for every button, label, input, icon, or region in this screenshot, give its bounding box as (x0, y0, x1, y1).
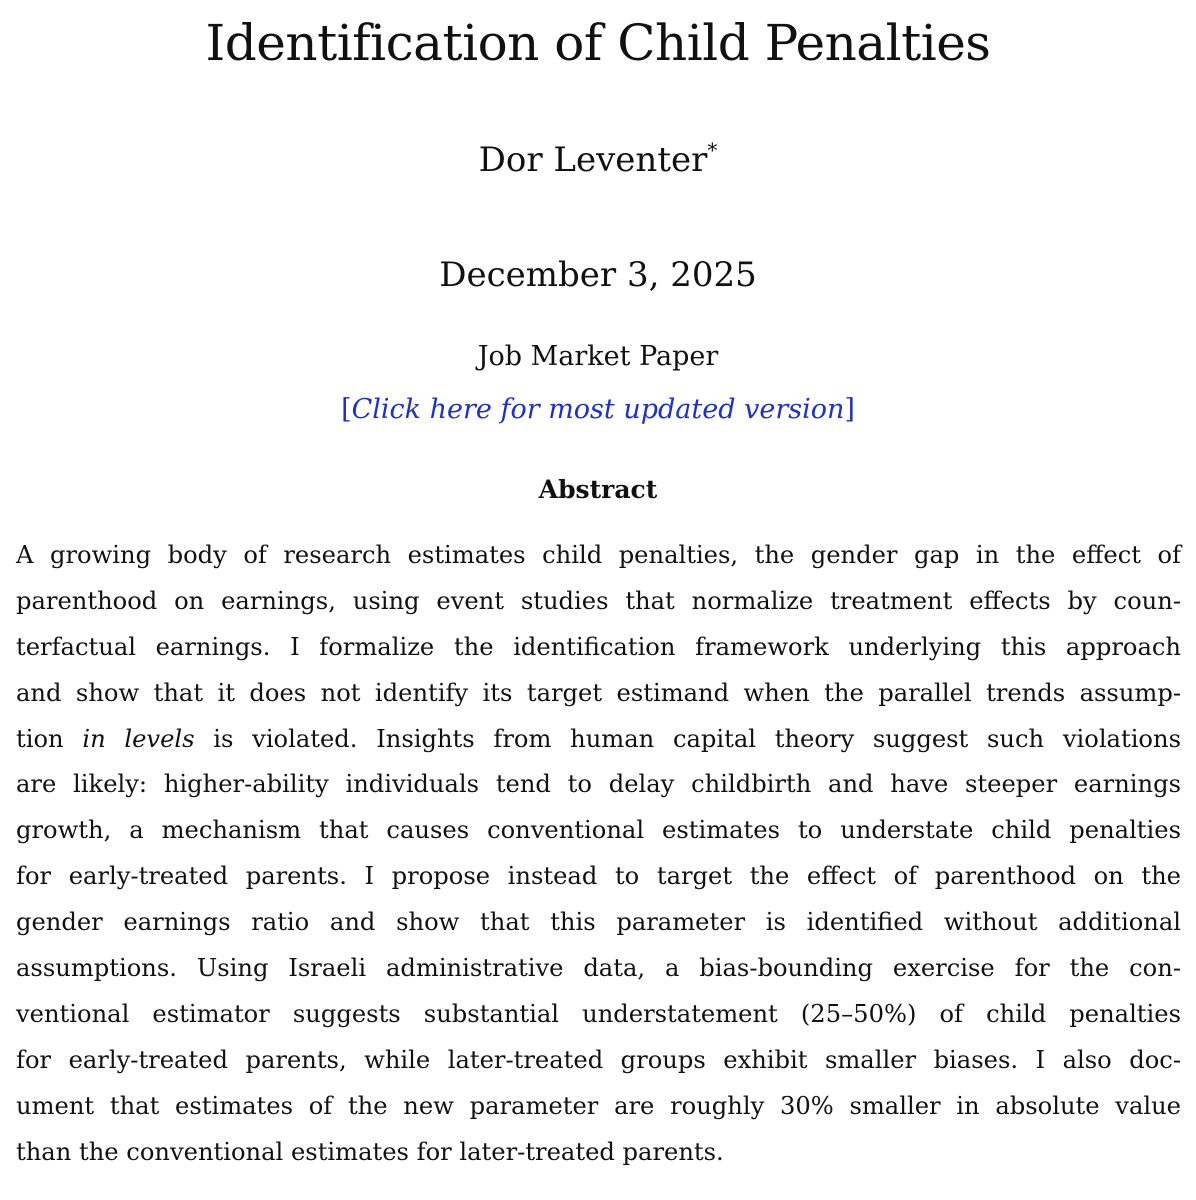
abstract-line: are likely: higher-ability individuals tend to delay childbirth and have steeper earnings (16, 770, 1181, 799)
abstract-emphasis: in levels (82, 724, 195, 753)
link-close-bracket: ] (844, 394, 855, 425)
abstract-body (16, 533, 1181, 1175)
abstract-line: A growing body of research estimates child penalties, the gender gap in the effect of (16, 541, 1181, 569)
abstract-heading: Abstract (538, 475, 658, 504)
paper-date: December 3, 2025 (439, 255, 757, 295)
link-open-bracket: [ (341, 394, 352, 425)
paper-type-label: Job Market Paper (477, 341, 719, 372)
author-line (0, 136, 1196, 184)
abstract-line: for early-treated parents, while later-treated groups exhibit smaller biases. I also doc- (16, 1045, 1181, 1074)
abstract-line-with-emphasis (16, 717, 1181, 763)
abstract-text: is violated. Insights from human capital theory suggest such violations (194, 724, 1181, 753)
author-footnote-mark[interactable]: * (707, 138, 718, 162)
updated-version-link-line (0, 389, 1196, 431)
abstract-line: and show that it does not identify its target estimand when the parallel trends assump- (16, 678, 1181, 707)
abstract-line: gender earnings ratio and show that this parameter is identified without additional (16, 908, 1181, 937)
author-name: Dor Leventer (478, 140, 708, 180)
paper-title: Identification of Child Penalties (205, 14, 991, 72)
abstract-line: ument that estimates of the new parameter are roughly 30% smaller in absolute value (16, 1091, 1181, 1120)
updated-version-link[interactable]: Click here for most updated version (351, 394, 845, 425)
abstract-line: for early-treated parents. I propose instead to target the effect of parenthood on the (16, 862, 1181, 891)
abstract-line: assumptions. Using Israeli administrative data, a bias-bounding exercise for the con- (16, 954, 1181, 983)
abstract-line: than the conventional estimates for later-treated parents. (16, 1137, 724, 1166)
abstract-text: tion (16, 724, 83, 753)
abstract-line: terfactual earnings. I formalize the identification framework underlying this approach (16, 632, 1181, 661)
abstract-line: parenthood on earnings, using event studies that normalize treatment effects by coun- (16, 586, 1181, 615)
abstract-line: growth, a mechanism that causes conventional estimates to understate child penalties (16, 816, 1181, 845)
abstract-line: ventional estimator suggests substantial understatement (25–50%) of child penalties (16, 999, 1181, 1028)
